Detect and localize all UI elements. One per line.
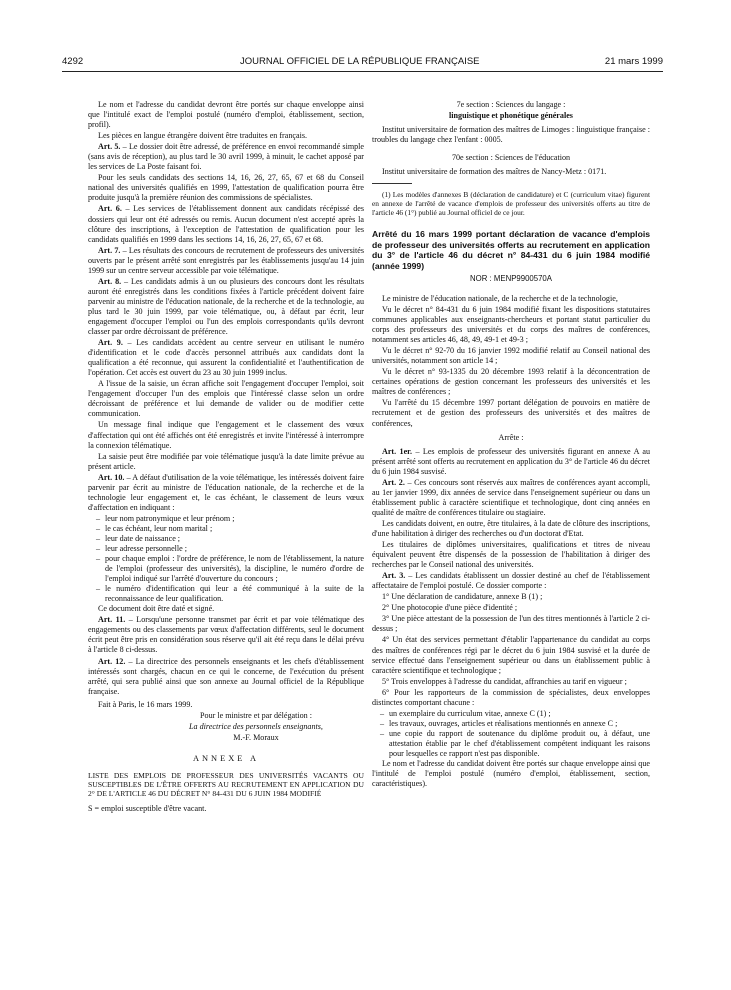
list-item: – leur nom patronymique et leur prénom ;: [98, 514, 364, 524]
annexe-heading: LISTE DES EMPLOIS DE PROFESSEUR DES UNIVERSITÉS VACANTS OU SUSCEPTIBLES DE L'ÊTRE OFFERTS AU RECRUTEMENT EN APPLICATION DU 2° DE L'ARTICLE 46 DU DÉCRET N° 84-431 DU 6 JUIN 1984 MODIFIÉ: [88, 770, 364, 799]
section-7-entry: Institut universitaire de formation des maîtres de Limoges : linguistique française : troubles du langage chez l'enfant : 0005.: [372, 125, 650, 145]
paragraph: La saisie peut être modifiée par voie télématique jusqu'à la date limite prévue au présent article.: [88, 451, 364, 471]
article-label: Art. 10.: [98, 472, 125, 482]
paragraph: 3° Une pièce attestant de la possession de l'un des titres mentionnés à l'article 2 ci-dessus ;: [372, 614, 650, 634]
paragraph: Le nom et l'adresse du candidat devront être portés sur chaque enveloppe ainsi que l'intitulé exact de l'emploi postulé (numéro d'emploi, établissement, section, profil).: [88, 100, 364, 130]
annexe-title: ANNEXE A: [192, 753, 260, 763]
article-12: [88, 657, 364, 697]
list-item: – un exemplaire du curriculum vitae, annexe C (1) ;: [382, 709, 650, 719]
article-text: – Les candidats accèdent au centre serveur en utilisant le numéro d'identification et le code d'accès personnel attribués aux candidats dont la qualification a été reconnue, qui assurent la confidentialité et l'authentification de l'opération. Cet accès est ouvert du 23 au 30 juin 1999 inclus.: [88, 338, 365, 378]
paragraph: Le nom et l'adresse du candidat doivent être portés sur chaque enveloppe ainsi que l'intitulé de l'emploi postulé (numéro d'emploi, établissement, section, caractéristiques).: [372, 759, 650, 789]
article-5: [88, 142, 364, 172]
article-label: Art. 5.: [98, 142, 121, 152]
done-at: Fait à Paris, le 16 mars 1999.: [98, 699, 193, 709]
signatory-name: M.-F. Moraux: [233, 732, 279, 742]
paragraph: 6° Pour les rapporteurs de la commission de spécialistes, deux enveloppes distinctes comportant chacune :: [372, 687, 650, 707]
article-text: – Le dossier doit être adressé, de préférence en envoi recommandé simple (sans avis de réception), au plus tard le 30 avril 1999, à minuit, le cachet apposé par les services de La Poste faisant foi.: [88, 142, 364, 172]
article-8: [88, 277, 364, 337]
article-label: Art. 1er.: [382, 446, 413, 456]
footnote-rule: [372, 183, 412, 184]
issue-date: 21 mars 1999: [604, 56, 663, 67]
footnote: (1) Les modèles d'annexes B (déclaration de candidature) et C (curriculum vitae) figurent en annexe de l'arrêté de vacance d'emplois de professeur des universités offerts au titre de l'article 46 (1°) publié au Journal officiel de ce jour.: [372, 190, 650, 218]
list-item: – leur date de naissance ;: [98, 534, 364, 544]
signature-line-1: Pour le ministre et par délégation :: [200, 710, 312, 720]
paragraph: Un message final indique que l'engagement et le classement des vœux d'affectation qui ont été affichés ont été enregistrés et invite l'intéressé à interrompre la connexion télématique.: [88, 420, 364, 450]
article-3: [372, 571, 650, 591]
article-text: – Les résultats des concours de recrutement de professeurs des universités ouverts par le présent arrêté sont enregistrés par les établissements jusqu'au 14 juin 1999 sur un centre serveur accessible par voie télématique.: [88, 245, 364, 275]
article-7: [88, 246, 364, 276]
page-header: [62, 55, 663, 72]
list-item: – le cas échéant, leur nom marital ;: [98, 524, 364, 534]
section-70-entry: Institut universitaire de formation des maîtres de Nancy-Metz : 0171.: [382, 167, 607, 177]
decree-title: Arrêté du 16 mars 1999 portant déclaration de vacance d'emplois de professeur des universités offerts au recrutement en application du 3° de l'article 46 du décret n° 84-431 du 6 juin 1984 modifié (année 1999): [372, 229, 650, 271]
article-text: – La directrice des personnels enseignants et les chefs d'établissement intéressés sont chargés, chacun en ce qui le concerne, de l'exécution du présent arrêté, qui sera publié ainsi que son annexe au Journal officiel de la République française.: [88, 656, 364, 696]
article-label: Art. 3.: [382, 571, 406, 581]
article-1: [372, 447, 650, 477]
article-label: Art. 7.: [98, 245, 121, 255]
paragraph: Les titulaires de diplômes universitaires, qualifications et titres de niveau équivalent peuvent être dispensés de la possession de l'habilitation à diriger des recherches par le Conseil national des universités.: [372, 540, 650, 570]
article-text: – Ces concours sont réservés aux maîtres de conférences ayant accompli, au 1er janvier 1999, dix années de service dans l'enseignement supérieur ou dans un établissement public à caractère scientifique et technologique, dont cinq années en qualité de maître de conférences titulaire ou stagiaire.: [372, 477, 650, 517]
article-3-list: [372, 709, 650, 759]
article-label: Art. 9.: [98, 338, 123, 348]
article-2: [372, 478, 650, 518]
paragraph: 1° Une déclaration de candidature, annexe B (1) ;: [382, 592, 543, 602]
article-label: Art. 2.: [382, 477, 405, 487]
section-7-subtitle: linguistique et phonétique générales: [449, 111, 573, 121]
list-item: – pour chaque emploi : l'ordre de préférence, le nom de l'établissement, la nature de l'emploi (professeur des universités), la discipline, le numéro d'ordre de l'emploi indiqué sur l'arrêté d'ouverture du concours ;: [98, 554, 364, 584]
article-label: Art. 12.: [98, 656, 126, 666]
right-column: [372, 100, 650, 790]
article-text: – Les candidats admis à un ou plusieurs des concours dont les résultats auront été enregistrés dans les conditions fixées à l'article précédent doivent faire parvenir au ministre de l'éducation nationale, de la recherche et de la technologie, au plus tard le 30 juin 1999, par voie télématique, ou, à défaut par écrit, leur engagement d'occuper l'emploi ou l'un des emplois correspondants qu'ils devront classer par ordre décroissant de préférence.: [88, 276, 364, 337]
list-item: – leur adresse personnelle ;: [98, 544, 364, 554]
paragraph: A l'issue de la saisie, un écran affiche soit l'engagement d'occuper l'emploi, soit l'engagement d'occuper l'un des emplois que l'intéressé classe selon un ordre décroissant de préférence et lui demande de valider ou de modifier cette communication.: [88, 379, 364, 419]
list-item: – une copie du rapport de soutenance du diplôme produit ou, à défaut, une attestation établie par le chef d'établissement compétent indiquant les raisons pour lesquelles ce rapport n'est pas disponible.: [382, 729, 650, 759]
paragraph: 5° Trois enveloppes à l'adresse du candidat, affranchies au tarif en vigueur ;: [382, 676, 627, 686]
paragraph: 4° Un état des services permettant d'établir l'appartenance du candidat au corps des maîtres de conférences régi par le décret du 6 juin 1984 susvisé et la durée de service effectué dans l'enseignement supérieur ou dans un établissement public à caractère scientifique et technologique ;: [372, 635, 650, 675]
arrete-heading: Arrête :: [498, 432, 524, 442]
paragraph: Les candidats doivent, en outre, être titulaires, à la date de clôture des inscriptions, d'une habilitation à diriger des recherches ou d'un doctorat d'Etat.: [372, 518, 650, 538]
signature-line-2: La directrice des personnels enseignants,: [189, 721, 323, 731]
paragraph: Les pièces en langue étrangère doivent être traduites en français.: [98, 131, 307, 141]
article-text: – A défaut d'utilisation de la voie télématique, les intéressés doivent faire parvenir par écrit au ministre de l'éducation nationale, de la recherche et de la technologie leur engagement et, le cas échéant, le classement de leurs vœux d'affectation en indiquant :: [88, 472, 364, 512]
paragraph: Vu le décret n° 93-1335 du 20 décembre 1993 relatif à la déconcentration de certaines opérations de gestion concernant les professeurs des universités et les maîtres de conférences ;: [372, 367, 650, 397]
article-9: [88, 338, 364, 378]
article-10: [88, 473, 364, 513]
section-7-title: 7e section : Sciences du langage :: [456, 100, 566, 109]
nor-reference: NOR : MENP9900570A: [470, 273, 552, 283]
list-item: – le numéro d'identification qui leur a été communiqué à la suite de la reconnaissance de leur qualification.: [98, 584, 364, 604]
section-70-title: 70e section : Sciences de l'éducation: [451, 153, 571, 163]
left-column: [88, 100, 364, 815]
annexe-note: S = emploi susceptible d'être vacant.: [88, 803, 207, 813]
article-label: Art. 8.: [98, 276, 122, 286]
article-label: Art. 6.: [98, 204, 122, 214]
article-text: – Les emplois de professeur des universités figurant en annexe A au présent arrêté sont offerts au recrutement en application du 3° de l'article 46 du décret du 6 juin 1984 susvisé.: [372, 446, 650, 476]
article-11: [88, 615, 364, 655]
paragraph: 2° Une photocopie d'une pièce d'identité ;: [382, 603, 518, 613]
article-text: – Lorsqu'une personne transmet par écrit et par voie télématique des engagements ou des classements par vœux d'affectation différents, seul le document écrit peut être pris en considération sous réserve qu'il ait été reçu dans le délai prévu à l'article 8 ci-dessus.: [88, 615, 364, 655]
article-label: Art. 11.: [98, 615, 126, 625]
journal-title: JOURNAL OFFICIEL DE LA RÉPUBLIQUE FRANÇAISE: [240, 56, 480, 67]
paragraph: Ce document doit être daté et signé.: [98, 604, 215, 614]
article-6: [88, 204, 364, 244]
article-10-list: [88, 514, 364, 604]
paragraph: Vu l'arrêté du 15 décembre 1997 portant délégation de pouvoirs en matière de recrutement et de gestion des professeurs des universités et des maîtres de conférences,: [372, 398, 650, 428]
paragraph: Vu le décret n° 92-70 du 16 janvier 1992 modifié relatif au Conseil national des universités, notamment son article 14 ;: [372, 346, 650, 366]
paragraph: Pour les seuls candidats des sections 14, 16, 26, 27, 65, 67 et 68 du Conseil national des universités qualifiés en 1999, l'attestation de qualification pourra être produite jusqu'à la première réunion des commissions de spécialistes.: [88, 173, 364, 203]
article-text: – Les candidats établissent un dossier destiné au chef de l'établissement affectataire de l'emploi postulé. Ce dossier comporte :: [372, 571, 651, 591]
article-text: – Les services de l'établissement donnent aux candidats récépissé des dossiers qui leur ont été adressés ou remis. Aucun document n'est accepté après la clôture des inscriptions, à l'exception de l'attestation de qualification pour les candidats qualifiés en 1999 dans les sections 14, 16, 26, 27, 65, 67 et 68.: [88, 204, 364, 244]
page-number: 4292: [62, 56, 84, 67]
paragraph: Le ministre de l'éducation nationale, de la recherche et de la technologie,: [382, 293, 618, 303]
paragraph: Vu le décret n° 84-431 du 6 juin 1984 modifié fixant les dispositions statutaires communes applicables aux enseignants-chercheurs et portant statut particulier du corps des professeurs des universités et du corps des maîtres de conférences, notamment ses articles 46, 48, 49, 49-1 et 49-3 ;: [372, 305, 650, 345]
list-item: – les travaux, ouvrages, articles et réalisations mentionnés en annexe C ;: [382, 719, 650, 729]
